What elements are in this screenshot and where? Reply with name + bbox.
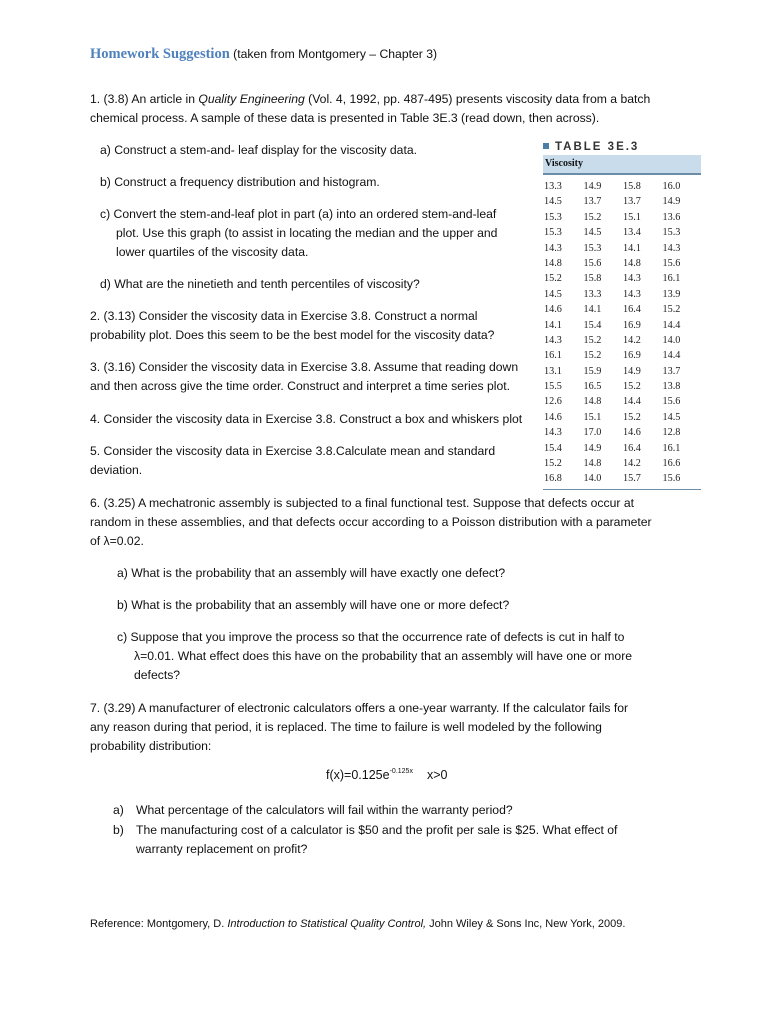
table-bullet-icon	[543, 143, 549, 149]
table-cell: 12.6	[544, 396, 562, 408]
table-cell: 15.2	[583, 350, 602, 362]
table-row	[543, 394, 701, 409]
table-row	[543, 287, 701, 302]
table-bottom-rule	[543, 489, 701, 490]
table-cell: 15.8	[583, 273, 602, 285]
table-cell: 14.5	[662, 411, 681, 423]
table-cell: 14.6	[544, 304, 562, 316]
formula-base: f(x)=0.125e	[326, 768, 390, 782]
table-cell: 14.9	[583, 181, 602, 192]
table-body	[543, 175, 701, 487]
table-cell: 15.3	[662, 227, 681, 239]
table-cell: 16.1	[662, 442, 681, 454]
q4-line-1: 4. Consider the viscosity data in Exercise 3.8. Construct a box and whiskers plot	[90, 412, 523, 426]
table-row	[543, 194, 701, 209]
table-row	[543, 318, 701, 333]
table-cell: 13.6	[662, 211, 681, 223]
table-cell: 15.2	[623, 381, 641, 393]
reference-book: Introduction to Statistical Quality Control,	[227, 918, 427, 930]
table-cell: 14.8	[583, 458, 602, 470]
q7-part-b-line-2: warranty replacement on profit?	[136, 842, 308, 856]
table-title	[543, 139, 701, 155]
q7-part-b-label: b)	[113, 823, 124, 837]
table-cell: 15.1	[623, 211, 641, 223]
table-cell: 14.3	[544, 334, 562, 346]
table-cell: 14.4	[623, 396, 641, 408]
q1-text: 1. (3.8) An article in	[90, 92, 199, 106]
table-cell: 16.0	[662, 181, 681, 192]
q1-line-1	[90, 90, 650, 109]
table-cell: 14.8	[583, 396, 602, 408]
table-cell: 14.1	[583, 304, 602, 316]
table-cell: 15.8	[623, 181, 641, 192]
q7-part-a-label: a)	[113, 803, 124, 817]
q6-line-2: random in these assemblies, and that defects occur according to a Poisson distribution with a parameter	[90, 515, 652, 529]
q1-part-c-line-2: plot. Use this graph (to assist in locating the median and the upper and	[116, 226, 498, 240]
q2-line-1: 2. (3.13) Consider the viscosity data in Exercise 3.8. Construct a normal	[90, 309, 478, 323]
table-cell: 15.4	[544, 442, 562, 454]
table-cell: 14.4	[662, 350, 681, 362]
q6-part-c-line-2: λ=0.01. What effect does this have on the probability that an assembly will have one or more	[134, 649, 633, 663]
table-row	[543, 425, 701, 440]
table-row	[543, 471, 701, 486]
q6-part-b: b) What is the probability that an assembly will have one or more defect?	[117, 598, 510, 612]
table-cell: 14.8	[623, 257, 641, 269]
table-cell: 13.3	[544, 181, 562, 192]
q1-part-c-line-1: c) Convert the stem-and-leaf plot in part (a) into an ordered stem-and-leaf	[100, 207, 497, 221]
table-cell: 13.7	[662, 365, 681, 377]
q6-part-a: a) What is the probability that an assembly will have exactly one defect?	[117, 566, 506, 580]
table-row	[543, 271, 701, 286]
table-cell: 12.8	[662, 427, 681, 439]
reference-author: Reference: Montgomery, D.	[90, 918, 228, 930]
table-cell: 13.1	[544, 365, 562, 377]
heading-title: Homework Suggestion	[90, 46, 230, 62]
table-row	[543, 241, 701, 256]
table-cell: 16.8	[544, 473, 562, 485]
table-row	[543, 225, 701, 240]
q7-line-3: probability distribution:	[90, 739, 212, 753]
table-cell: 15.7	[623, 473, 641, 485]
formula-condition: x>0	[426, 768, 448, 782]
table-cell: 15.3	[544, 227, 562, 239]
table-cell: 16.1	[662, 273, 681, 285]
reference-publisher: John Wiley & Sons Inc, New York, 2009.	[426, 918, 626, 930]
table-cell: 16.9	[623, 350, 641, 362]
table-cell: 14.9	[623, 365, 641, 377]
table-cell: 15.4	[583, 319, 602, 331]
table-cell: 13.3	[583, 288, 602, 300]
table-cell: 15.6	[662, 257, 681, 269]
q1-part-b: b) Construct a frequency distribution and histogram.	[100, 175, 380, 189]
table-row	[543, 441, 701, 456]
table-row	[543, 456, 701, 471]
table-cell: 16.4	[623, 304, 641, 316]
table-cell: 15.1	[583, 411, 602, 423]
q6-part-c-line-1: c) Suppose that you improve the process so that the occurrence rate of defects is cut in half to	[117, 630, 625, 644]
q2-line-2: probability plot. Does this seem to be the best model for the viscosity data?	[90, 328, 495, 342]
q7-part-b-line-1: The manufacturing cost of a calculator is $50 and the profit per sale is $25. What effect of	[136, 823, 618, 837]
q1-line-2: chemical process. A sample of these data is presented in Table 3E.3 (read down, then across).	[90, 111, 600, 125]
table-cell: 14.9	[662, 196, 681, 208]
pdf-formula	[326, 768, 447, 782]
table-cell: 15.6	[583, 257, 602, 269]
table-cell: 13.7	[623, 196, 641, 208]
table-cell: 14.0	[662, 334, 681, 346]
table-cell: 16.4	[623, 442, 641, 454]
table-row	[543, 364, 701, 379]
table-cell: 16.1	[544, 350, 562, 362]
heading-subtitle: (taken from Montgomery – Chapter 3)	[229, 47, 438, 61]
page-heading	[90, 45, 437, 64]
q7-line-2: any reason during that period, it is replaced. The time to failure is well modeled by the following	[90, 720, 602, 734]
table-cell: 13.8	[662, 381, 681, 393]
table-cell: 15.2	[544, 273, 562, 285]
table-cell: 14.3	[623, 288, 641, 300]
table-cell: 15.9	[583, 365, 602, 377]
q1-part-a: a) Construct a stem-and- leaf display for the viscosity data.	[100, 143, 418, 157]
table-cell: 17.0	[583, 427, 602, 439]
table-cell: 14.6	[623, 427, 641, 439]
q6-line-1: 6. (3.25) A mechatronic assembly is subjected to a final functional test. Suppose that defects occur at	[90, 496, 634, 510]
table-row	[543, 379, 701, 394]
table-row	[543, 333, 701, 348]
table-cell: 14.0	[583, 473, 602, 485]
table-cell: 15.2	[583, 211, 602, 223]
table-cell: 15.3	[583, 242, 602, 254]
table-cell: 15.6	[662, 473, 681, 485]
table-cell: 14.8	[544, 257, 562, 269]
table-cell: 14.2	[623, 458, 641, 470]
table-cell: 14.3	[544, 242, 562, 254]
table-title-text: TABLE 3E.3	[555, 141, 640, 153]
table-row	[543, 210, 701, 225]
table-cell: 16.5	[583, 381, 602, 393]
table-cell: 15.3	[544, 211, 562, 223]
viscosity-table	[543, 139, 701, 490]
table-cell: 14.5	[583, 227, 602, 239]
q5-line-1: 5. Consider the viscosity data in Exercise 3.8.Calculate mean and standard	[90, 444, 496, 458]
table-cell: 13.9	[662, 288, 681, 300]
table-row	[543, 179, 701, 194]
table-cell: 14.3	[544, 427, 562, 439]
q7-part-a: What percentage of the calculators will fail within the warranty period?	[136, 803, 513, 817]
q6-line-3: of λ=0.02.	[90, 534, 144, 548]
table-cell: 14.1	[544, 319, 562, 331]
q1-text-cont: (Vol. 4, 1992, pp. 487-495) presents viscosity data from a batch	[304, 92, 651, 106]
table-cell: 14.3	[662, 242, 681, 254]
table-row	[543, 302, 701, 317]
table-cell: 15.2	[583, 334, 602, 346]
table-cell: 14.3	[623, 273, 641, 285]
formula-exponent: -0.125x	[389, 768, 413, 775]
table-cell: 14.5	[544, 288, 562, 300]
table-cell: 13.4	[623, 227, 641, 239]
table-cell: 16.6	[662, 458, 681, 470]
table-row	[543, 256, 701, 271]
table-cell: 14.9	[583, 442, 602, 454]
table-row	[543, 410, 701, 425]
table-cell: 15.5	[544, 381, 562, 393]
table-column-header: Viscosity	[543, 155, 701, 173]
table-cell: 14.5	[544, 196, 562, 208]
q1-part-c-line-3: lower quartiles of the viscosity data.	[116, 245, 309, 259]
reference	[90, 916, 625, 932]
table-cell: 15.2	[544, 458, 562, 470]
table-cell: 15.6	[662, 396, 681, 408]
q5-line-2: deviation.	[90, 463, 143, 477]
table-row	[543, 348, 701, 363]
table-cell: 14.6	[544, 411, 562, 423]
q6-part-c-line-3: defects?	[134, 668, 181, 682]
q3-line-1: 3. (3.16) Consider the viscosity data in Exercise 3.8. Assume that reading down	[90, 360, 519, 374]
q3-line-2: and then across give the time order. Construct and interpret a time series plot.	[90, 379, 511, 393]
journal-name: Quality Engineering	[198, 92, 305, 106]
table-cell: 14.2	[623, 334, 641, 346]
table-cell: 14.4	[662, 319, 681, 331]
table-cell: 14.1	[623, 242, 641, 254]
table-cell: 15.2	[662, 304, 681, 316]
table-cell: 15.2	[623, 411, 641, 423]
q7-line-1: 7. (3.29) A manufacturer of electronic calculators offers a one-year warranty. If the calculator fails for	[90, 701, 629, 715]
table-cell: 13.7	[583, 196, 602, 208]
table-cell: 16.9	[623, 319, 641, 331]
q1-part-d: d) What are the ninetieth and tenth percentiles of viscosity?	[100, 277, 420, 291]
